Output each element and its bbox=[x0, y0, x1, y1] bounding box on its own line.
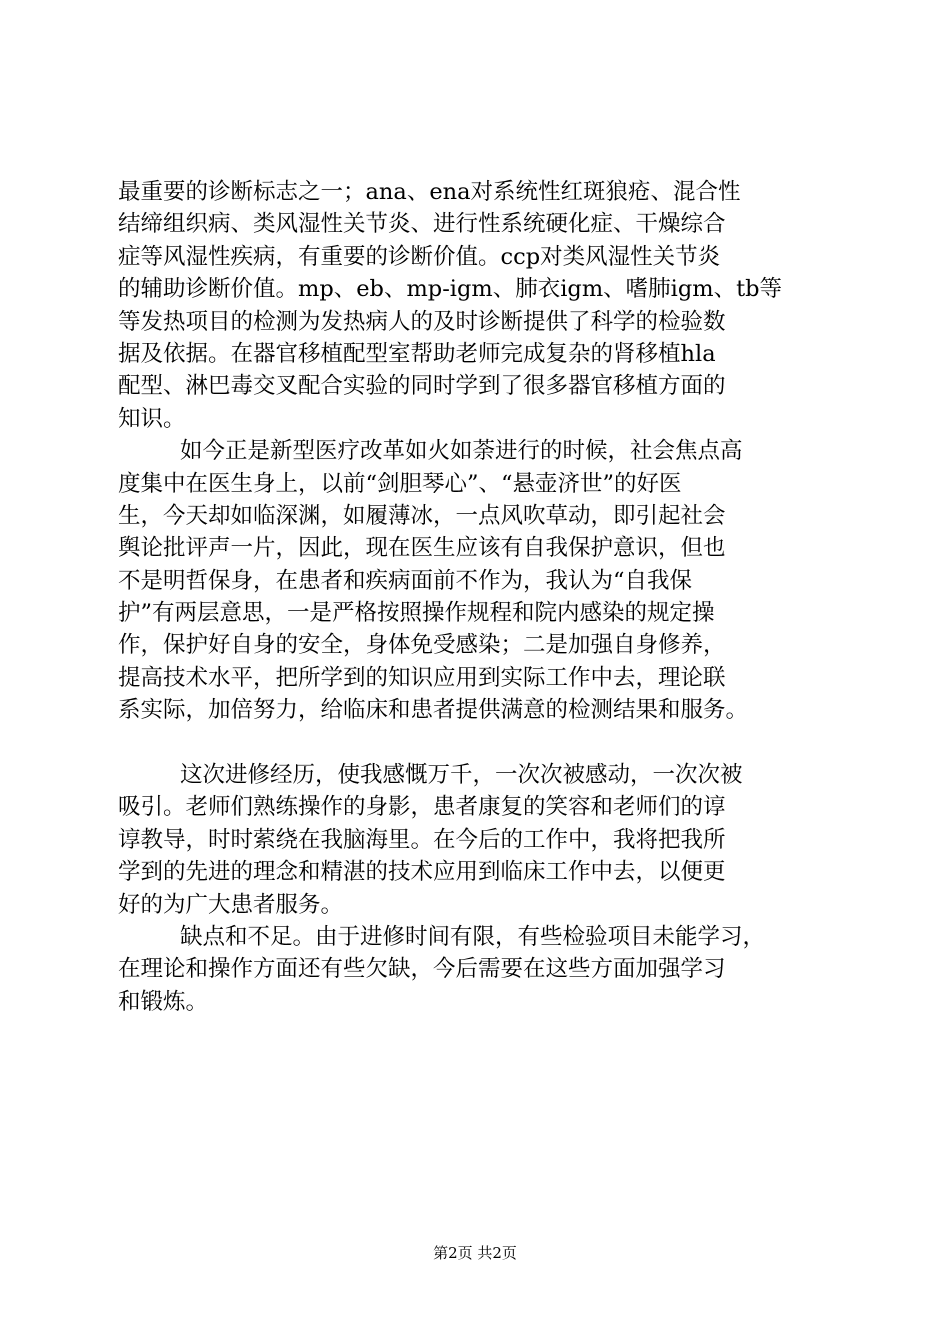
text-line: 作，保护好自身的安全，身体免受感染；二是加强自身修养， bbox=[118, 632, 726, 659]
text-line: 知识。 bbox=[118, 405, 186, 432]
page-number: 第2页 共2页 bbox=[433, 1244, 517, 1262]
text-line: 不是明哲保身，在患者和疾病面前不作为，我认为“自我保 bbox=[118, 567, 693, 594]
text-line: 据及依据。在器官移植配型室帮助老师完成复杂的肾移植hla bbox=[118, 340, 716, 367]
text-line: 和锻炼。 bbox=[118, 988, 209, 1015]
paragraph-gap bbox=[118, 727, 838, 759]
paragraph-first-line: 这次进修经历，使我感慨万千，一次次被感动，一次次被 bbox=[180, 762, 743, 789]
paragraph-first-line: 缺点和不足。由于进修时间有限，有些检验项目未能学习， bbox=[180, 923, 766, 950]
text-line: 配型、淋巴毒交叉配合实验的同时学到了很多器官移植方面的 bbox=[118, 373, 726, 400]
document-body bbox=[118, 176, 838, 1018]
text-line: 吸引。老师们熟练操作的身影，患者康复的笑容和老师们的谆 bbox=[118, 794, 726, 821]
text-line: 度集中在医生身上，以前“剑胆琴心”、“悬壶济世”的好医 bbox=[118, 470, 682, 497]
text-line: 等发热项目的检测为发热病人的及时诊断提供了科学的检验数 bbox=[118, 308, 726, 335]
text-line: 学到的先进的理念和精湛的技术应用到临床工作中去，以便更 bbox=[118, 859, 726, 886]
text-line: 在理论和操作方面还有些欠缺，今后需要在这些方面加强学习 bbox=[118, 956, 726, 983]
text-line: 结缔组织病、类风湿性关节炎、进行性系统硬化症、干燥综合 bbox=[118, 211, 726, 238]
text-line: 好的为广大患者服务。 bbox=[118, 891, 344, 918]
text-line: 提高技术水平，把所学到的知识应用到实际工作中去，理论联 bbox=[118, 664, 726, 691]
text-line: 生，今天却如临深渊，如履薄冰，一点风吹草动，即引起社会 bbox=[118, 502, 726, 529]
text-line: 症等风湿性疾病，有重要的诊断价值。ccp对类风湿性关节炎 bbox=[118, 243, 721, 270]
text-line: 舆论批评声一片，因此，现在医生应该有自我保护意识，但也 bbox=[118, 535, 726, 562]
text-line: 的辅助诊断价值。mp、eb、mp-igm、肺衣igm、嗜肺igm、tb等 bbox=[118, 276, 783, 303]
text-line: 护”有两层意思，一是严格按照操作规程和院内感染的规定操 bbox=[118, 600, 715, 627]
text-line: 系实际，加倍努力，给临床和患者提供满意的检测结果和服务。 bbox=[118, 697, 749, 724]
text-line: 谆教导，时时萦绕在我脑海里。在今后的工作中，我将把我所 bbox=[118, 826, 726, 853]
paragraph-first-line: 如今正是新型医疗改革如火如荼进行的时候，社会焦点高 bbox=[180, 438, 743, 465]
page-footer bbox=[0, 1243, 950, 1263]
text-line: 最重要的诊断标志之一；ana、ena对系统性红斑狼疮、混合性 bbox=[118, 179, 741, 205]
